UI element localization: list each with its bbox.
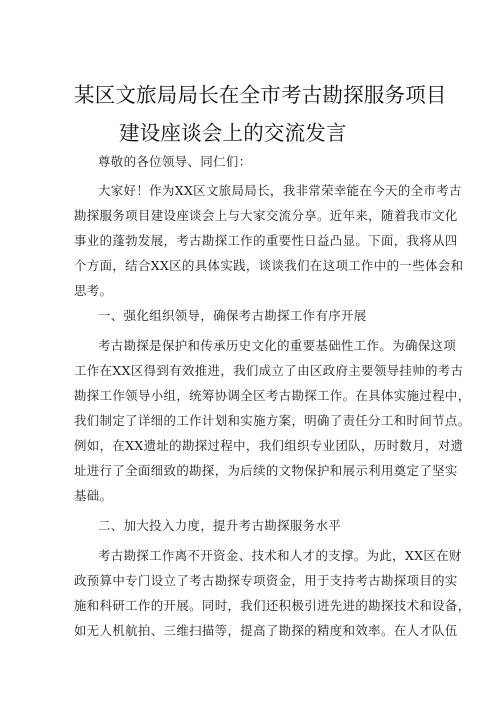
document-title-line-1: 某区文旅局局长在全市考古勘探服务项目: [74, 83, 447, 107]
section-heading-1: 一、强化组织领导，确保考古勘探工作有序开展: [98, 308, 367, 323]
body-line: 事业的蓬勃发展，考古勘探工作的重要性日益凸显。下面，我将从四: [74, 233, 458, 248]
section-heading-2: 二、加大投入力度，提升考古勘探服务水平: [98, 518, 342, 533]
salutation: 尊敬的各位领导、同仁们：: [98, 154, 252, 169]
body-line: 思考。: [74, 283, 113, 298]
body-line: 工作在XX区得到有效推进，我们成立了由区政府主要领导挂帅的考古: [74, 363, 464, 378]
body-line: 施和科研工作的开展。同时，我们还积极引进先进的勘探技术和设备，: [74, 598, 471, 613]
body-line: 考古勘探工作离不开资金、技术和人才的支撑。为此，XX区在财: [98, 548, 462, 563]
body-line: 址进行了全面细致的勘探，为后续的文物保护和展示利用奠定了坚实: [74, 463, 458, 478]
body-line: 个方面，结合XX区的具体实践，谈谈我们在这项工作中的一些体会和: [74, 258, 464, 273]
body-line: 基础。: [74, 488, 113, 503]
body-line: 例如，在XX遗址的勘探过程中，我们组织专业团队，历时数月，对遗: [74, 438, 464, 453]
body-line: 考古勘探是保护和传承历史文化的重要基础性工作。为确保这项: [98, 338, 457, 353]
body-line: 勘探服务项目建设座谈会上与大家交流分享。近年来，随着我市文化: [74, 208, 458, 223]
body-line: 政预算中专门设立了考古勘探专项资金，用于支持考古勘探项目的实: [74, 573, 458, 588]
document-title-line-2: 建设座谈会上的交流发言: [119, 121, 347, 145]
body-line: 如无人机航拍、三维扫描等，提高了勘探的精度和效率。在人才队伍: [74, 623, 458, 638]
body-line: 我们制定了详细的工作计划和实施方案，明确了责任分工和时间节点。: [74, 413, 471, 428]
body-line: 大家好！作为XX区文旅局局长，我非常荣幸能在今天的全市考古: [98, 183, 462, 198]
body-line: 勘探工作领导小组，统筹协调全区考古勘探工作。在具体实施过程中，: [74, 388, 471, 403]
